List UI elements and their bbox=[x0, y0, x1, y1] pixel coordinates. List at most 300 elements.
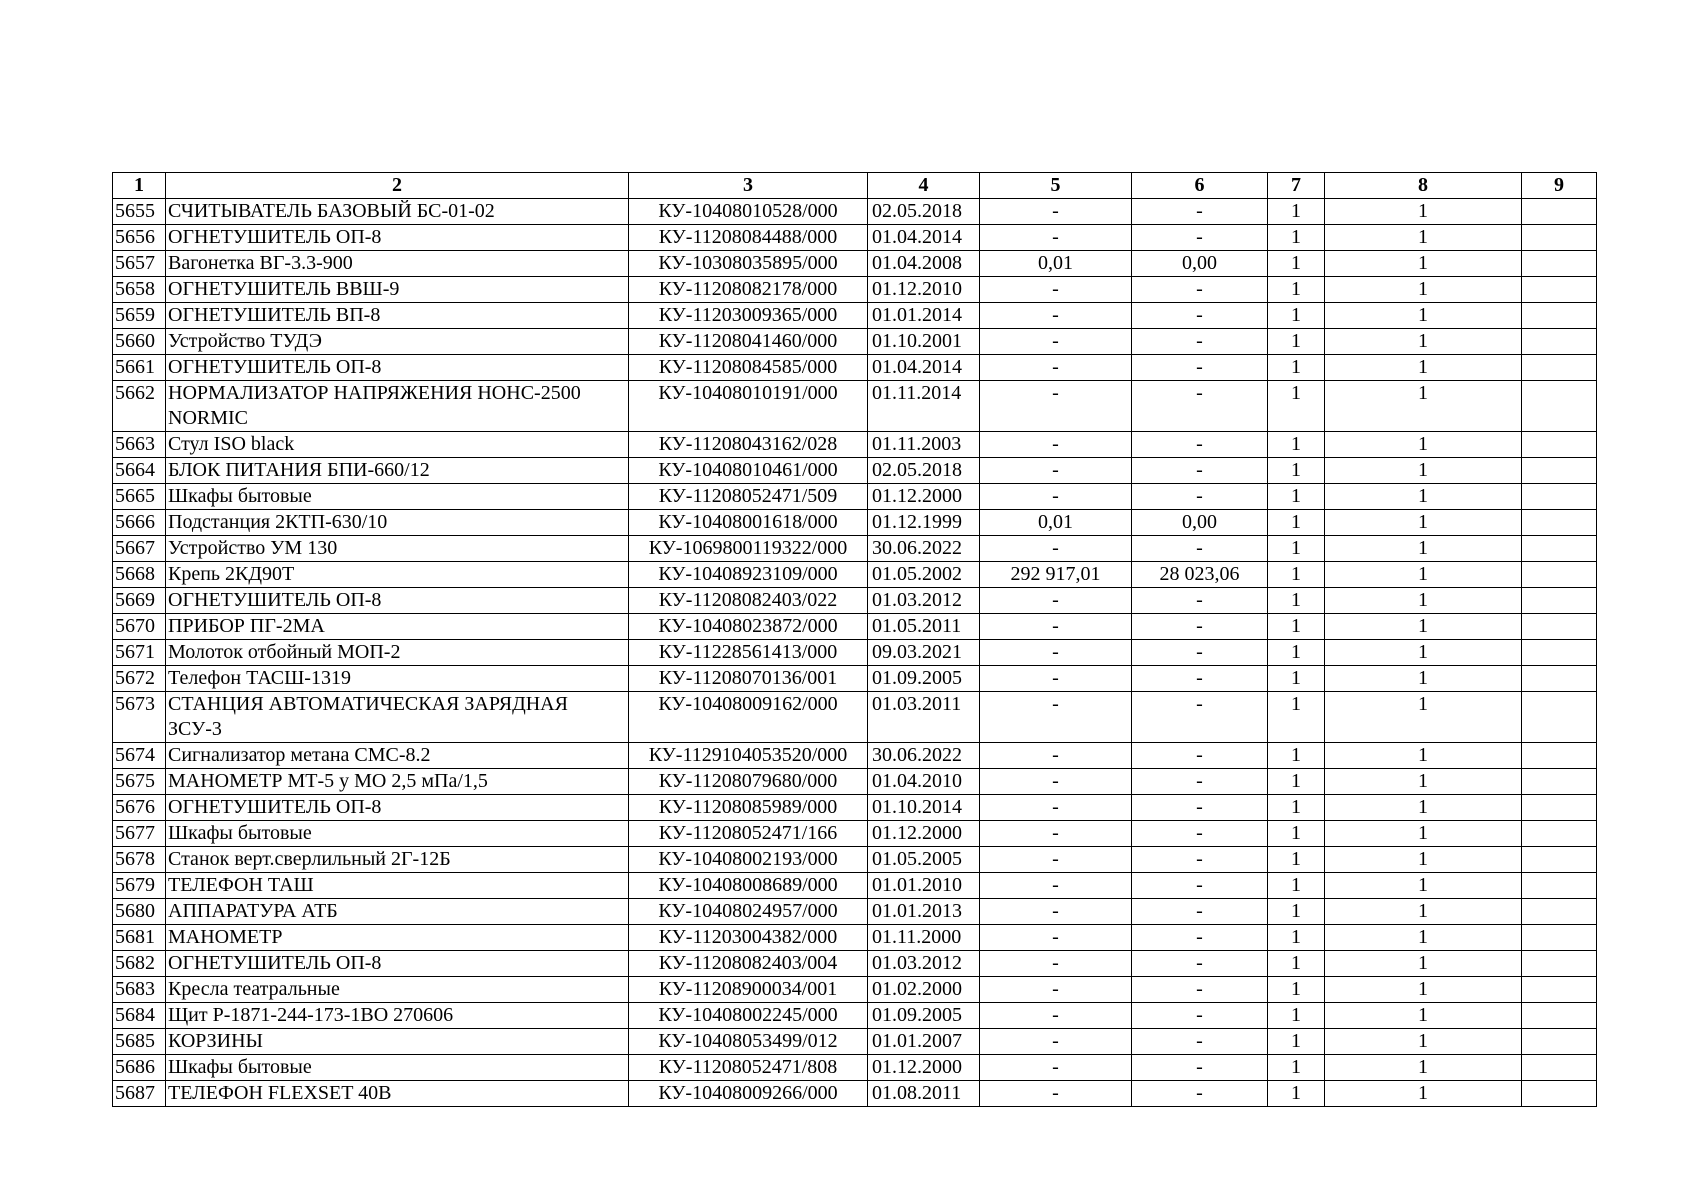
date-cell: 01.09.2005 bbox=[868, 666, 980, 692]
value-cell: 0,01 bbox=[980, 251, 1132, 277]
row-number-cell: 5674 bbox=[113, 743, 166, 769]
quantity-cell: 1 bbox=[1325, 381, 1522, 432]
table-row bbox=[113, 458, 1597, 484]
inventory-code-cell: КУ-10408010461/000 bbox=[629, 458, 868, 484]
quantity-cell: 1 bbox=[1268, 666, 1325, 692]
inventory-code-cell: КУ-11208082178/000 bbox=[629, 277, 868, 303]
inventory-code-cell: КУ-11208052471/166 bbox=[629, 821, 868, 847]
quantity-cell: 1 bbox=[1268, 355, 1325, 381]
value-cell: - bbox=[1132, 588, 1268, 614]
quantity-cell: 1 bbox=[1325, 847, 1522, 873]
row-number-cell: 5663 bbox=[113, 432, 166, 458]
table-row bbox=[113, 873, 1597, 899]
quantity-cell: 1 bbox=[1268, 743, 1325, 769]
row-number-cell: 5682 bbox=[113, 951, 166, 977]
note-cell bbox=[1522, 329, 1597, 355]
date-cell: 01.12.2000 bbox=[868, 821, 980, 847]
table-row bbox=[113, 484, 1597, 510]
row-number-cell: 5664 bbox=[113, 458, 166, 484]
note-cell bbox=[1522, 303, 1597, 329]
value-cell: - bbox=[1132, 925, 1268, 951]
value-cell: - bbox=[980, 484, 1132, 510]
name-cell: ОГНЕТУШИТЕЛЬ ВВШ-9 bbox=[166, 277, 629, 303]
value-cell: - bbox=[980, 355, 1132, 381]
date-cell: 01.04.2010 bbox=[868, 769, 980, 795]
name-cell: МАНОМЕТР bbox=[166, 925, 629, 951]
row-number-cell: 5683 bbox=[113, 977, 166, 1003]
name-cell: ОГНЕТУШИТЕЛЬ ВП-8 bbox=[166, 303, 629, 329]
value-cell: - bbox=[1132, 847, 1268, 873]
value-cell: - bbox=[1132, 666, 1268, 692]
value-cell: - bbox=[980, 743, 1132, 769]
table-row bbox=[113, 432, 1597, 458]
note-cell bbox=[1522, 588, 1597, 614]
name-cell: Шкафы бытовые bbox=[166, 1055, 629, 1081]
inventory-code-cell: КУ-10408002193/000 bbox=[629, 847, 868, 873]
note-cell bbox=[1522, 769, 1597, 795]
row-number-cell: 5671 bbox=[113, 640, 166, 666]
quantity-cell: 1 bbox=[1268, 640, 1325, 666]
row-number-cell: 5669 bbox=[113, 588, 166, 614]
row-number-cell: 5687 bbox=[113, 1081, 166, 1107]
quantity-cell: 1 bbox=[1268, 692, 1325, 743]
note-cell bbox=[1522, 640, 1597, 666]
row-number-cell: 5686 bbox=[113, 1055, 166, 1081]
table-row bbox=[113, 329, 1597, 355]
note-cell bbox=[1522, 821, 1597, 847]
note-cell bbox=[1522, 847, 1597, 873]
name-cell: СЧИТЫВАТЕЛЬ БАЗОВЫЙ БС-01-02 bbox=[166, 199, 629, 225]
date-cell: 01.01.2007 bbox=[868, 1029, 980, 1055]
value-cell: - bbox=[980, 1055, 1132, 1081]
value-cell: - bbox=[980, 1003, 1132, 1029]
note-cell bbox=[1522, 199, 1597, 225]
note-cell bbox=[1522, 484, 1597, 510]
quantity-cell: 1 bbox=[1268, 381, 1325, 432]
value-cell: - bbox=[980, 666, 1132, 692]
quantity-cell: 1 bbox=[1268, 225, 1325, 251]
row-number-cell: 5684 bbox=[113, 1003, 166, 1029]
inventory-code-cell: КУ-10408024957/000 bbox=[629, 899, 868, 925]
date-cell: 01.05.2011 bbox=[868, 614, 980, 640]
column-header: 3 bbox=[629, 173, 868, 199]
quantity-cell: 1 bbox=[1325, 1003, 1522, 1029]
row-number-cell: 5675 bbox=[113, 769, 166, 795]
value-cell: - bbox=[1132, 1055, 1268, 1081]
quantity-cell: 1 bbox=[1325, 355, 1522, 381]
date-cell: 01.12.2000 bbox=[868, 484, 980, 510]
quantity-cell: 1 bbox=[1325, 199, 1522, 225]
date-cell: 02.05.2018 bbox=[868, 199, 980, 225]
table-row bbox=[113, 899, 1597, 925]
inventory-code-cell: КУ-10408002245/000 bbox=[629, 1003, 868, 1029]
value-cell: - bbox=[980, 795, 1132, 821]
date-cell: 02.05.2018 bbox=[868, 458, 980, 484]
name-cell: Стул ISO black bbox=[166, 432, 629, 458]
table-row bbox=[113, 821, 1597, 847]
value-cell: - bbox=[980, 769, 1132, 795]
value-cell: - bbox=[1132, 951, 1268, 977]
value-cell: - bbox=[1132, 536, 1268, 562]
value-cell: - bbox=[1132, 692, 1268, 743]
value-cell: 292 917,01 bbox=[980, 562, 1132, 588]
date-cell: 01.11.2000 bbox=[868, 925, 980, 951]
header-row bbox=[113, 173, 1597, 199]
quantity-cell: 1 bbox=[1325, 899, 1522, 925]
value-cell: - bbox=[1132, 640, 1268, 666]
name-cell: Устройство УМ 130 bbox=[166, 536, 629, 562]
inventory-code-cell: КУ-10408023872/000 bbox=[629, 614, 868, 640]
note-cell bbox=[1522, 510, 1597, 536]
quantity-cell: 1 bbox=[1268, 1081, 1325, 1107]
name-cell: ОГНЕТУШИТЕЛЬ ОП-8 bbox=[166, 588, 629, 614]
note-cell bbox=[1522, 743, 1597, 769]
date-cell: 01.02.2000 bbox=[868, 977, 980, 1003]
value-cell: - bbox=[980, 381, 1132, 432]
quantity-cell: 1 bbox=[1268, 484, 1325, 510]
quantity-cell: 1 bbox=[1268, 329, 1325, 355]
quantity-cell: 1 bbox=[1325, 795, 1522, 821]
name-cell: Шкафы бытовые bbox=[166, 484, 629, 510]
value-cell: - bbox=[1132, 1003, 1268, 1029]
value-cell: - bbox=[980, 1029, 1132, 1055]
table-row bbox=[113, 640, 1597, 666]
quantity-cell: 1 bbox=[1268, 873, 1325, 899]
value-cell: - bbox=[1132, 355, 1268, 381]
inventory-code-cell: КУ-1129104053520/000 bbox=[629, 743, 868, 769]
note-cell bbox=[1522, 1029, 1597, 1055]
inventory-code-cell: КУ-11208052471/808 bbox=[629, 1055, 868, 1081]
row-number-cell: 5656 bbox=[113, 225, 166, 251]
name-cell: ОГНЕТУШИТЕЛЬ ОП-8 bbox=[166, 225, 629, 251]
table-row bbox=[113, 536, 1597, 562]
value-cell: - bbox=[980, 1081, 1132, 1107]
value-cell: - bbox=[1132, 225, 1268, 251]
value-cell: - bbox=[980, 588, 1132, 614]
value-cell: - bbox=[1132, 329, 1268, 355]
table-row bbox=[113, 666, 1597, 692]
note-cell bbox=[1522, 899, 1597, 925]
quantity-cell: 1 bbox=[1268, 977, 1325, 1003]
note-cell bbox=[1522, 1055, 1597, 1081]
table-row bbox=[113, 562, 1597, 588]
row-number-cell: 5657 bbox=[113, 251, 166, 277]
note-cell bbox=[1522, 277, 1597, 303]
value-cell: - bbox=[1132, 1081, 1268, 1107]
value-cell: - bbox=[980, 951, 1132, 977]
quantity-cell: 1 bbox=[1325, 977, 1522, 1003]
date-cell: 01.01.2013 bbox=[868, 899, 980, 925]
note-cell bbox=[1522, 951, 1597, 977]
date-cell: 01.03.2012 bbox=[868, 951, 980, 977]
value-cell: - bbox=[980, 692, 1132, 743]
quantity-cell: 1 bbox=[1325, 329, 1522, 355]
date-cell: 01.03.2011 bbox=[868, 692, 980, 743]
name-cell: Крепь 2КД90Т bbox=[166, 562, 629, 588]
quantity-cell: 1 bbox=[1325, 303, 1522, 329]
quantity-cell: 1 bbox=[1268, 614, 1325, 640]
value-cell: - bbox=[1132, 432, 1268, 458]
quantity-cell: 1 bbox=[1325, 743, 1522, 769]
value-cell: - bbox=[1132, 769, 1268, 795]
quantity-cell: 1 bbox=[1325, 225, 1522, 251]
value-cell: - bbox=[1132, 303, 1268, 329]
date-cell: 01.10.2001 bbox=[868, 329, 980, 355]
date-cell: 09.03.2021 bbox=[868, 640, 980, 666]
row-number-cell: 5679 bbox=[113, 873, 166, 899]
quantity-cell: 1 bbox=[1268, 899, 1325, 925]
value-cell: - bbox=[980, 614, 1132, 640]
inventory-code-cell: КУ-10408001618/000 bbox=[629, 510, 868, 536]
quantity-cell: 1 bbox=[1325, 484, 1522, 510]
name-cell: Станок верт.сверлильный 2Г-12Б bbox=[166, 847, 629, 873]
quantity-cell: 1 bbox=[1325, 666, 1522, 692]
note-cell bbox=[1522, 1003, 1597, 1029]
date-cell: 01.04.2014 bbox=[868, 225, 980, 251]
row-number-cell: 5670 bbox=[113, 614, 166, 640]
date-cell: 30.06.2022 bbox=[868, 536, 980, 562]
name-cell: АППАРАТУРА АТБ bbox=[166, 899, 629, 925]
quantity-cell: 1 bbox=[1268, 951, 1325, 977]
inventory-code-cell: КУ-11203004382/000 bbox=[629, 925, 868, 951]
quantity-cell: 1 bbox=[1325, 925, 1522, 951]
inventory-code-cell: КУ-10308035895/000 bbox=[629, 251, 868, 277]
value-cell: - bbox=[980, 977, 1132, 1003]
table-row bbox=[113, 355, 1597, 381]
table-row bbox=[113, 614, 1597, 640]
inventory-code-cell: КУ-11208082403/004 bbox=[629, 951, 868, 977]
quantity-cell: 1 bbox=[1268, 1055, 1325, 1081]
inventory-code-cell: КУ-11208082403/022 bbox=[629, 588, 868, 614]
note-cell bbox=[1522, 432, 1597, 458]
quantity-cell: 1 bbox=[1325, 614, 1522, 640]
row-number-cell: 5677 bbox=[113, 821, 166, 847]
inventory-code-cell: КУ-11208900034/001 bbox=[629, 977, 868, 1003]
column-header: 9 bbox=[1522, 173, 1597, 199]
inventory-code-cell: КУ-10408008689/000 bbox=[629, 873, 868, 899]
name-cell: Шкафы бытовые bbox=[166, 821, 629, 847]
inventory-code-cell: КУ-1069800119322/000 bbox=[629, 536, 868, 562]
quantity-cell: 1 bbox=[1268, 769, 1325, 795]
quantity-cell: 1 bbox=[1325, 821, 1522, 847]
quantity-cell: 1 bbox=[1325, 562, 1522, 588]
column-header: 5 bbox=[980, 173, 1132, 199]
name-cell: Подстанция 2КТП-630/10 bbox=[166, 510, 629, 536]
inventory-code-cell: КУ-10408009162/000 bbox=[629, 692, 868, 743]
note-cell bbox=[1522, 562, 1597, 588]
quantity-cell: 1 bbox=[1325, 692, 1522, 743]
date-cell: 01.08.2011 bbox=[868, 1081, 980, 1107]
date-cell: 01.04.2014 bbox=[868, 355, 980, 381]
date-cell: 01.10.2014 bbox=[868, 795, 980, 821]
date-cell: 01.09.2005 bbox=[868, 1003, 980, 1029]
table-row bbox=[113, 199, 1597, 225]
value-cell: - bbox=[980, 640, 1132, 666]
note-cell bbox=[1522, 536, 1597, 562]
name-cell: ТЕЛЕФОН ТАШ bbox=[166, 873, 629, 899]
row-number-cell: 5678 bbox=[113, 847, 166, 873]
quantity-cell: 1 bbox=[1268, 251, 1325, 277]
name-cell: СТАНЦИЯ АВТОМАТИЧЕСКАЯ ЗАРЯДНАЯ ЗСУ-3 bbox=[166, 692, 629, 743]
date-cell: 01.01.2010 bbox=[868, 873, 980, 899]
column-header: 1 bbox=[113, 173, 166, 199]
date-cell: 01.12.1999 bbox=[868, 510, 980, 536]
row-number-cell: 5666 bbox=[113, 510, 166, 536]
column-header: 2 bbox=[166, 173, 629, 199]
table-row bbox=[113, 977, 1597, 1003]
inventory-code-cell: КУ-11228561413/000 bbox=[629, 640, 868, 666]
value-cell: 0,00 bbox=[1132, 510, 1268, 536]
value-cell: - bbox=[1132, 873, 1268, 899]
note-cell bbox=[1522, 614, 1597, 640]
quantity-cell: 1 bbox=[1268, 432, 1325, 458]
value-cell: - bbox=[1132, 1029, 1268, 1055]
value-cell: - bbox=[980, 847, 1132, 873]
quantity-cell: 1 bbox=[1268, 588, 1325, 614]
inventory-code-cell: КУ-11208085989/000 bbox=[629, 795, 868, 821]
date-cell: 01.05.2002 bbox=[868, 562, 980, 588]
quantity-cell: 1 bbox=[1268, 277, 1325, 303]
value-cell: 0,01 bbox=[980, 510, 1132, 536]
table-row bbox=[113, 951, 1597, 977]
row-number-cell: 5681 bbox=[113, 925, 166, 951]
row-number-cell: 5658 bbox=[113, 277, 166, 303]
quantity-cell: 1 bbox=[1268, 199, 1325, 225]
table-row bbox=[113, 251, 1597, 277]
table-row bbox=[113, 743, 1597, 769]
inventory-code-cell: КУ-10408010191/000 bbox=[629, 381, 868, 432]
name-cell: Сигнализатор метана СМС-8.2 bbox=[166, 743, 629, 769]
value-cell: - bbox=[980, 277, 1132, 303]
note-cell bbox=[1522, 692, 1597, 743]
name-cell: КОРЗИНЫ bbox=[166, 1029, 629, 1055]
note-cell bbox=[1522, 873, 1597, 899]
table-row bbox=[113, 381, 1597, 432]
column-header: 4 bbox=[868, 173, 980, 199]
table-row bbox=[113, 847, 1597, 873]
name-cell: ОГНЕТУШИТЕЛЬ ОП-8 bbox=[166, 795, 629, 821]
name-cell: ТЕЛЕФОН FLEXSET 40B bbox=[166, 1081, 629, 1107]
row-number-cell: 5680 bbox=[113, 899, 166, 925]
inventory-table bbox=[112, 172, 1597, 1107]
table-row bbox=[113, 925, 1597, 951]
table-row bbox=[113, 1029, 1597, 1055]
table-row bbox=[113, 225, 1597, 251]
quantity-cell: 1 bbox=[1268, 795, 1325, 821]
quantity-cell: 1 bbox=[1325, 458, 1522, 484]
row-number-cell: 5659 bbox=[113, 303, 166, 329]
table-body bbox=[113, 173, 1597, 1107]
date-cell: 01.11.2014 bbox=[868, 381, 980, 432]
inventory-code-cell: КУ-10408923109/000 bbox=[629, 562, 868, 588]
quantity-cell: 1 bbox=[1325, 1029, 1522, 1055]
note-cell bbox=[1522, 381, 1597, 432]
note-cell bbox=[1522, 458, 1597, 484]
name-cell: МАНОМЕТР МТ-5 у МО 2,5 мПа/1,5 bbox=[166, 769, 629, 795]
row-number-cell: 5673 bbox=[113, 692, 166, 743]
name-cell: ПРИБОР ПГ-2МА bbox=[166, 614, 629, 640]
value-cell: - bbox=[980, 329, 1132, 355]
date-cell: 01.03.2012 bbox=[868, 588, 980, 614]
value-cell: - bbox=[1132, 743, 1268, 769]
name-cell: ОГНЕТУШИТЕЛЬ ОП-8 bbox=[166, 951, 629, 977]
inventory-code-cell: КУ-11208079680/000 bbox=[629, 769, 868, 795]
inventory-code-cell: КУ-11208084488/000 bbox=[629, 225, 868, 251]
date-cell: 01.12.2000 bbox=[868, 1055, 980, 1081]
table-row bbox=[113, 1081, 1597, 1107]
value-cell: - bbox=[980, 899, 1132, 925]
value-cell: - bbox=[980, 873, 1132, 899]
date-cell: 30.06.2022 bbox=[868, 743, 980, 769]
quantity-cell: 1 bbox=[1325, 432, 1522, 458]
quantity-cell: 1 bbox=[1325, 277, 1522, 303]
name-cell: Щит Р-1871-244-173-1ВО 270606 bbox=[166, 1003, 629, 1029]
row-number-cell: 5662 bbox=[113, 381, 166, 432]
table-row bbox=[113, 277, 1597, 303]
date-cell: 01.11.2003 bbox=[868, 432, 980, 458]
column-header: 6 bbox=[1132, 173, 1268, 199]
row-number-cell: 5672 bbox=[113, 666, 166, 692]
table-row bbox=[113, 303, 1597, 329]
row-number-cell: 5660 bbox=[113, 329, 166, 355]
quantity-cell: 1 bbox=[1325, 1081, 1522, 1107]
column-header: 8 bbox=[1325, 173, 1522, 199]
value-cell: - bbox=[1132, 277, 1268, 303]
quantity-cell: 1 bbox=[1268, 303, 1325, 329]
value-cell: - bbox=[1132, 977, 1268, 1003]
quantity-cell: 1 bbox=[1325, 588, 1522, 614]
table-row bbox=[113, 1055, 1597, 1081]
value-cell: - bbox=[980, 458, 1132, 484]
name-cell: БЛОК ПИТАНИЯ БПИ-660/12 bbox=[166, 458, 629, 484]
value-cell: - bbox=[1132, 795, 1268, 821]
value-cell: - bbox=[1132, 381, 1268, 432]
row-number-cell: 5668 bbox=[113, 562, 166, 588]
row-number-cell: 5655 bbox=[113, 199, 166, 225]
note-cell bbox=[1522, 666, 1597, 692]
note-cell bbox=[1522, 1081, 1597, 1107]
row-number-cell: 5667 bbox=[113, 536, 166, 562]
row-number-cell: 5661 bbox=[113, 355, 166, 381]
note-cell bbox=[1522, 355, 1597, 381]
date-cell: 01.01.2014 bbox=[868, 303, 980, 329]
note-cell bbox=[1522, 225, 1597, 251]
inventory-code-cell: КУ-10408009266/000 bbox=[629, 1081, 868, 1107]
value-cell: - bbox=[980, 303, 1132, 329]
name-cell: Устройство ТУДЭ bbox=[166, 329, 629, 355]
quantity-cell: 1 bbox=[1325, 769, 1522, 795]
value-cell: - bbox=[980, 225, 1132, 251]
name-cell: ОГНЕТУШИТЕЛЬ ОП-8 bbox=[166, 355, 629, 381]
inventory-code-cell: КУ-11203009365/000 bbox=[629, 303, 868, 329]
row-number-cell: 5685 bbox=[113, 1029, 166, 1055]
quantity-cell: 1 bbox=[1268, 562, 1325, 588]
column-header: 7 bbox=[1268, 173, 1325, 199]
name-cell: Вагонетка ВГ-3.3-900 bbox=[166, 251, 629, 277]
inventory-code-cell: КУ-11208043162/028 bbox=[629, 432, 868, 458]
note-cell bbox=[1522, 977, 1597, 1003]
value-cell: 0,00 bbox=[1132, 251, 1268, 277]
value-cell: - bbox=[980, 199, 1132, 225]
quantity-cell: 1 bbox=[1325, 251, 1522, 277]
quantity-cell: 1 bbox=[1268, 925, 1325, 951]
table-row bbox=[113, 1003, 1597, 1029]
note-cell bbox=[1522, 251, 1597, 277]
value-cell: - bbox=[1132, 614, 1268, 640]
quantity-cell: 1 bbox=[1325, 536, 1522, 562]
value-cell: - bbox=[980, 432, 1132, 458]
name-cell: Кресла театральные bbox=[166, 977, 629, 1003]
